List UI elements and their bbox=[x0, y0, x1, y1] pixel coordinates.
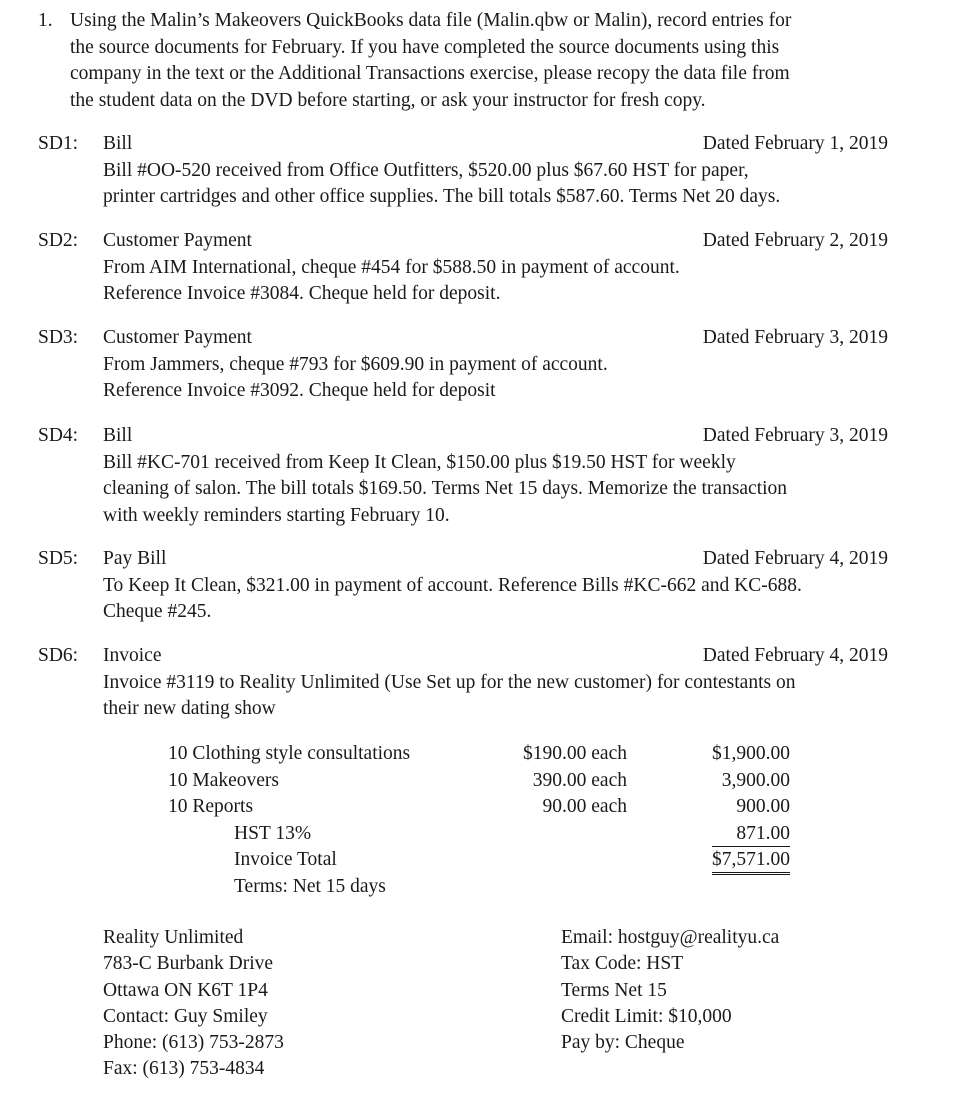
customer-city: Ottawa ON K6T 1P4 bbox=[103, 979, 268, 1001]
customer-name: Reality Unlimited bbox=[103, 927, 244, 948]
line-item-rate: 90.00 each bbox=[542, 796, 627, 817]
invoice-total-label: Invoice Total bbox=[234, 849, 337, 870]
sd-body-line: with weekly reminders starting February 10. bbox=[103, 504, 450, 526]
line-item-rate: $190.00 each bbox=[523, 743, 627, 764]
sd-body bbox=[103, 158, 780, 211]
sd-body-line: From Jammers, cheque #793 for $609.90 in payment of account. bbox=[103, 353, 608, 375]
intro-line: the source documents for February. If you have completed the source documents using this bbox=[70, 36, 780, 58]
sd-body-line: To Keep It Clean, $321.00 in payment of account. Reference Bills #KC-662 and KC-688. bbox=[103, 574, 802, 596]
sd-type: Invoice bbox=[103, 645, 162, 666]
invoice-line-items bbox=[0, 741, 969, 821]
sd-body-line: Reference Invoice #3084. Cheque held for deposit. bbox=[103, 283, 501, 304]
line-item-amount: 3,900.00 bbox=[721, 769, 790, 791]
sd-date: Dated February 4, 2019 bbox=[702, 645, 888, 666]
customer-pay-by: Pay by: Cheque bbox=[561, 1032, 685, 1054]
sd-code: SD5: bbox=[38, 548, 79, 569]
sd-date: Dated February 1, 2019 bbox=[702, 133, 888, 154]
customer-credit-limit: Credit Limit: $10,000 bbox=[561, 1005, 732, 1027]
sd-body-line: Cheque #245. bbox=[103, 601, 212, 622]
invoice-terms: Terms: Net 15 days bbox=[234, 875, 386, 897]
line-item-row bbox=[0, 768, 969, 795]
sd-body bbox=[103, 352, 608, 405]
sd-body-line: Bill #OO-520 received from Office Outfitters, $520.00 plus $67.60 HST for paper, bbox=[103, 159, 749, 181]
customer-settings-block bbox=[561, 925, 779, 1056]
sd-code: SD1: bbox=[38, 133, 79, 154]
customer-fax: Fax: (613) 753-4834 bbox=[103, 1058, 265, 1080]
customer-contact: Contact: Guy Smiley bbox=[103, 1005, 268, 1027]
line-item-row bbox=[0, 741, 969, 768]
sd-body-line: Invoice #3119 to Reality Unlimited (Use Set up for the new customer) for contestants on bbox=[103, 671, 796, 693]
customer-tax-code: Tax Code: HST bbox=[561, 953, 684, 975]
line-item-row bbox=[0, 794, 969, 821]
sd-type: Bill bbox=[103, 133, 133, 154]
sd-type: Bill bbox=[103, 425, 133, 446]
sd-date: Dated February 3, 2019 bbox=[702, 425, 888, 446]
intro-line: Using the Malin’s Makeovers QuickBooks data file (Malin.qbw or Malin), record entries for bbox=[70, 10, 792, 31]
customer-address-block bbox=[103, 925, 284, 1083]
terms-row bbox=[0, 874, 969, 901]
sd-date: Dated February 3, 2019 bbox=[702, 327, 888, 348]
sd-type: Customer Payment bbox=[103, 230, 252, 251]
question-number: 1. bbox=[38, 10, 53, 31]
sd-code: SD4: bbox=[38, 425, 79, 446]
sd-code: SD6: bbox=[38, 645, 79, 666]
customer-terms: Terms Net 15 bbox=[561, 979, 667, 1001]
sd-code: SD3: bbox=[38, 327, 79, 348]
customer-email: Email: hostguy@realityu.ca bbox=[561, 927, 780, 948]
invoice-totals bbox=[0, 821, 969, 901]
sd-body bbox=[103, 255, 680, 308]
line-item-description: 10 Makeovers bbox=[168, 769, 280, 791]
sd-date: Dated February 2, 2019 bbox=[702, 230, 888, 251]
line-item-amount: $1,900.00 bbox=[712, 743, 790, 764]
sd-type: Customer Payment bbox=[103, 327, 252, 348]
intro-paragraph bbox=[70, 8, 950, 114]
sd-code: SD2: bbox=[38, 230, 79, 251]
hst-label: HST 13% bbox=[234, 822, 312, 844]
sd-body-line: Bill #KC-701 received from Keep It Clean, $150.00 plus $19.50 HST for weekly bbox=[103, 451, 736, 473]
sd-body-line: their new dating show bbox=[103, 698, 276, 719]
line-item-description: 10 Reports bbox=[168, 796, 254, 817]
hst-amount: 871.00 bbox=[712, 822, 790, 847]
line-item-description: 10 Clothing style consultations bbox=[168, 743, 411, 764]
sd-date: Dated February 4, 2019 bbox=[702, 548, 888, 569]
hst-row bbox=[0, 821, 969, 848]
sd-body bbox=[103, 670, 795, 723]
sd-body-line: cleaning of salon. The bill totals $169.50. Terms Net 15 days. Memorize the transaction bbox=[103, 478, 788, 499]
sd-body bbox=[103, 573, 802, 626]
intro-line: company in the text or the Additional Transactions exercise, please recopy the data file from bbox=[70, 63, 790, 84]
invoice-total-amount: $7,571.00 bbox=[712, 848, 790, 875]
sd-body bbox=[103, 450, 787, 530]
sd-body-line: Reference Invoice #3092. Cheque held for deposit bbox=[103, 380, 496, 401]
line-item-amount: 900.00 bbox=[736, 796, 790, 817]
total-row bbox=[0, 847, 969, 874]
customer-street: 783-C Burbank Drive bbox=[103, 953, 274, 975]
sd-body-line: printer cartridges and other office supplies. The bill totals $587.60. Terms Net 20 days. bbox=[103, 186, 781, 207]
line-item-rate: 390.00 each bbox=[532, 769, 627, 791]
sd-body-line: From AIM International, cheque #454 for $588.50 in payment of account. bbox=[103, 256, 680, 278]
intro-line: the student data on the DVD before starting, or ask your instructor for fresh copy. bbox=[70, 89, 706, 111]
customer-phone: Phone: (613) 753-2873 bbox=[103, 1032, 284, 1054]
sd-type: Pay Bill bbox=[103, 548, 167, 569]
